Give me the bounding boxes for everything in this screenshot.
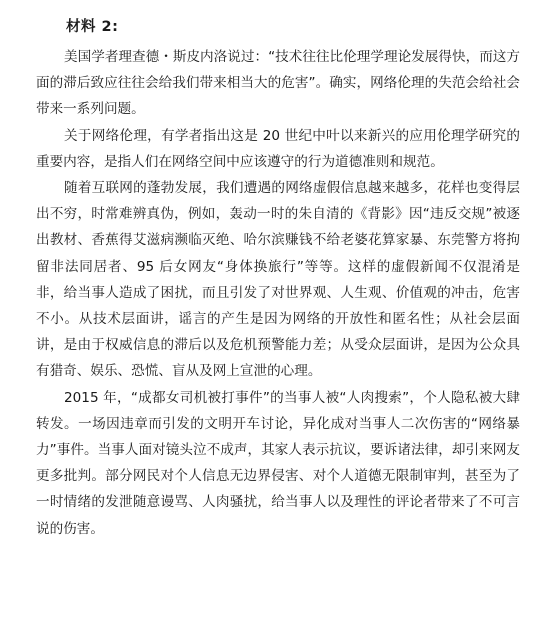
material-title: 材料 2:	[66, 19, 119, 35]
paragraph-definition: 关于网络伦理，有学者指出这是 20 世纪中叶以来新兴的应用伦理学研究的重要内容，是指人们在网络空间中应该遵守的行为道德准则和规范。	[36, 127, 520, 170]
paragraph-quote: 美国学者理查德・斯皮内洛说过：“技术往往比伦理学理论发展得快，而这方面的滞后致应往往会给我们带来相当大的危害”。确实，网络伦理的失范会给社会带来一系列问题。	[36, 49, 520, 118]
paragraph-false-info: 随着互联网的蓬勃发展，我们遭遇的网络虚假信息越来越多，花样也变得层出不穷，时常难辨真伪，例如，轰动一时的朱自清的《背影》因“违反交规”被逐出教材、香蕉得艾滋病濒临灭绝、哈尔滨赚钱不给老婆花算家暴、东莞警方将拘留非法同居者、95 后女网友“身体换旅行”等等。这样的虚假新闻不仅混淆是非，给当事人造成了困扰，而且引发了对世界观、人生观、价值观的冲击，危害不小。从技术层面讲，谣言的产生是因为网络的开放性和匿名性；从社会层面讲，是由于权威信息的滞后以及危机预警能力差；从受众层面讲，是因为公众具有猎奇、娱乐、恐慌、盲从及网上宣泄的心理。	[36, 180, 520, 380]
paragraph-case-2015: 2015 年，“成都女司机被打事件”的当事人被“人肉搜索”，个人隐私被大肆转发。一场因违章而引发的文明开车讨论，异化成对当事人二次伤害的“网络暴力”事件。当事人面对镜头泣不成声，其家人表示抗议，要诉诸法律，却引来网友更多批判。部分网民对个人信息无边界侵害、对个人道德无限制审判，甚至为了一时情绪的发泄随意谩骂、人肉骚扰，给当事人以及理性的评论者带来了不可言说的伤害。	[36, 389, 520, 537]
